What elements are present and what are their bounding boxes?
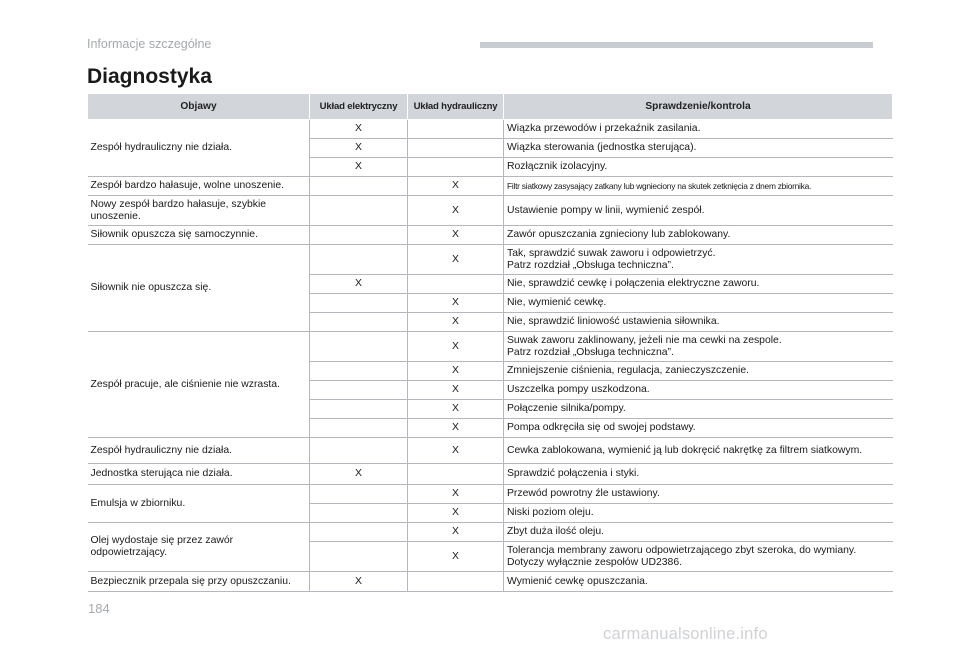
electrical-mark	[310, 523, 408, 542]
electrical-mark	[310, 419, 408, 438]
diagnostics-table	[87, 93, 893, 592]
symptom-cell: Siłownik opuszcza się samoczynnie.	[88, 226, 310, 245]
symptom-cell: Jednostka sterująca nie działa.	[88, 464, 310, 485]
page-number: 184	[88, 601, 110, 616]
check-cell: Niski poziom oleju.	[504, 504, 893, 523]
electrical-mark	[310, 438, 408, 464]
check-cell: Uszczelka pompy uszkodzona.	[504, 381, 893, 400]
check-line: Tolerancja membrany zaworu odpowietrzającego zbyt szeroka, do wymiany.	[507, 544, 857, 556]
electrical-mark	[310, 362, 408, 381]
check-cell: Wymienić cewkę opuszczania.	[504, 572, 893, 592]
section-header: Informacje szczegółne	[87, 37, 212, 51]
check-line: Suwak zaworu zaklinowany, jeżeli nie ma cewki na zespole.	[507, 334, 782, 346]
check-cell	[504, 542, 893, 572]
column-header-hydraulic: Układ hydrauliczny	[408, 94, 504, 120]
watermark: carmanualsonline.info	[603, 625, 768, 643]
check-cell: Zawór opuszczania zgnieciony lub zablokowany.	[504, 226, 893, 245]
check-cell: Nie, sprawdzić cewkę i połączenia elektryczne zaworu.	[504, 275, 893, 294]
symptom-cell: Olej wydostaje się przez zawór odpowietrzający.	[88, 523, 310, 572]
check-cell: Wiązka przewodów i przekaźnik zasilania.	[504, 120, 893, 139]
hydraulic-mark: X	[408, 313, 504, 332]
check-cell: Rozłącznik izolacyjny.	[504, 158, 893, 177]
hydraulic-mark	[408, 572, 504, 592]
electrical-mark	[310, 177, 408, 196]
symptom-cell: Zespół hydrauliczny nie działa.	[88, 438, 310, 464]
check-cell: Przewód powrotny źle ustawiony.	[504, 485, 893, 504]
electrical-mark	[310, 196, 408, 226]
hydraulic-mark: X	[408, 419, 504, 438]
check-cell: Zmniejszenie ciśnienia, regulacja, zanieczyszczenie.	[504, 362, 893, 381]
table-row	[88, 245, 893, 275]
electrical-mark	[310, 313, 408, 332]
hydraulic-mark	[408, 139, 504, 158]
electrical-mark: X	[310, 572, 408, 592]
check-cell: Cewka zablokowana, wymienić ją lub dokręcić nakrętkę za filtrem siatkowym.	[504, 438, 893, 464]
table-header-row	[88, 94, 893, 120]
hydraulic-mark: X	[408, 226, 504, 245]
table-row	[88, 572, 893, 592]
table-row	[88, 120, 893, 139]
table-row	[88, 177, 893, 196]
check-cell: Nie, wymienić cewkę.	[504, 294, 893, 313]
table-row	[88, 523, 893, 542]
hydraulic-mark: X	[408, 177, 504, 196]
hydraulic-mark: X	[408, 381, 504, 400]
hydraulic-mark: X	[408, 294, 504, 313]
hydraulic-mark: X	[408, 504, 504, 523]
check-cell	[504, 332, 893, 362]
check-cell	[504, 245, 893, 275]
hydraulic-mark: X	[408, 542, 504, 572]
electrical-mark	[310, 245, 408, 275]
hydraulic-mark: X	[408, 245, 504, 275]
check-cell: Wiązka sterowania (jednostka sterująca).	[504, 139, 893, 158]
table-row	[88, 485, 893, 504]
hydraulic-mark: X	[408, 400, 504, 419]
hydraulic-mark: X	[408, 485, 504, 504]
electrical-mark	[310, 294, 408, 313]
symptom-cell: Emulsja w zbiorniku.	[88, 485, 310, 523]
electrical-mark	[310, 226, 408, 245]
hydraulic-mark: X	[408, 438, 504, 464]
symptom-cell: Zespół pracuje, ale ciśnienie nie wzrasta.	[88, 332, 310, 438]
table-row	[88, 332, 893, 362]
table-row	[88, 226, 893, 245]
check-cell: Filtr siatkowy zasysający zatkany lub wgnieciony na skutek zetknięcia z dnem zbiornika.	[504, 177, 893, 196]
hydraulic-mark	[408, 158, 504, 177]
hydraulic-mark	[408, 120, 504, 139]
electrical-mark: X	[310, 120, 408, 139]
symptom-cell: Zespół hydrauliczny nie działa.	[88, 120, 310, 177]
check-cell: Nie, sprawdzić liniowość ustawienia siłownika.	[504, 313, 893, 332]
electrical-mark	[310, 332, 408, 362]
column-header-electrical: Układ elektryczny	[310, 94, 408, 120]
hydraulic-mark: X	[408, 523, 504, 542]
table-row	[88, 196, 893, 226]
symptom-cell: Nowy zespół bardzo hałasuje, szybkie unoszenie.	[88, 196, 310, 226]
electrical-mark	[310, 542, 408, 572]
electrical-mark: X	[310, 158, 408, 177]
electrical-mark: X	[310, 139, 408, 158]
check-cell: Połączenie silnika/pompy.	[504, 400, 893, 419]
electrical-mark	[310, 400, 408, 419]
check-cell: Ustawienie pompy w linii, wymienić zespół.	[504, 196, 893, 226]
page-title: Diagnostyka	[87, 65, 212, 88]
hydraulic-mark	[408, 464, 504, 485]
check-line-note: Patrz rozdział „Obsługa techniczna”.	[507, 346, 674, 358]
electrical-mark: X	[310, 464, 408, 485]
check-cell: Sprawdzić połączenia i styki.	[504, 464, 893, 485]
symptom-cell: Bezpiecznik przepala się przy opuszczaniu.	[88, 572, 310, 592]
check-line-note: Dotyczy wyłącznie zespołów UD2386.	[507, 556, 682, 568]
table-row	[88, 438, 893, 464]
check-cell: Zbyt duża ilość oleju.	[504, 523, 893, 542]
symptom-cell: Siłownik nie opuszcza się.	[88, 245, 310, 332]
electrical-mark: X	[310, 275, 408, 294]
check-line-note: Patrz rozdział „Obsługa techniczna”.	[507, 259, 674, 271]
column-header-symptoms: Objawy	[88, 94, 310, 120]
check-cell: Pompa odkręciła się od swojej podstawy.	[504, 419, 893, 438]
electrical-mark	[310, 504, 408, 523]
electrical-mark	[310, 485, 408, 504]
table-row	[88, 464, 893, 485]
hydraulic-mark: X	[408, 332, 504, 362]
hydraulic-mark: X	[408, 362, 504, 381]
header-divider-bar	[480, 42, 873, 48]
symptom-cell: Zespół bardzo hałasuje, wolne unoszenie.	[88, 177, 310, 196]
hydraulic-mark: X	[408, 196, 504, 226]
check-line: Tak, sprawdzić suwak zaworu i odpowietrzyć.	[507, 247, 716, 259]
column-header-check: Sprawdzenie/kontrola	[504, 94, 893, 120]
hydraulic-mark	[408, 275, 504, 294]
electrical-mark	[310, 381, 408, 400]
